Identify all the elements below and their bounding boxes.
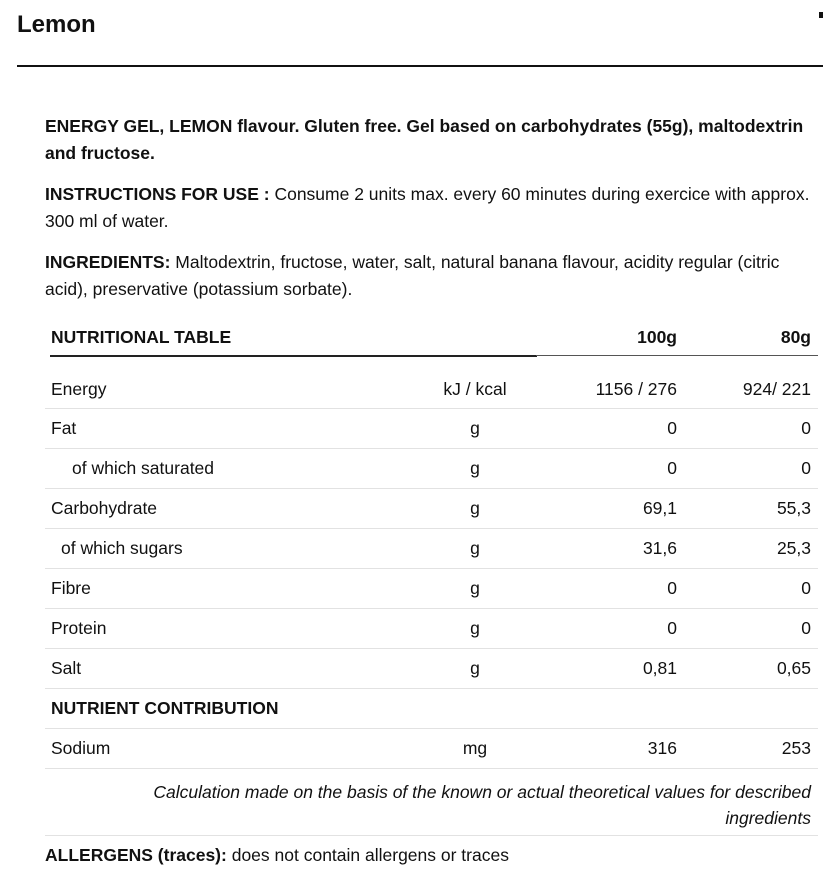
row-value-80g: 0	[801, 458, 811, 478]
row-value-80g: 924/ 221	[742, 379, 811, 399]
row-unit: g	[470, 578, 480, 598]
table-row	[45, 449, 818, 489]
table-row	[45, 357, 818, 409]
row-name: Protein	[51, 618, 107, 638]
row-name: of which saturated	[72, 458, 215, 478]
ingredients	[45, 249, 820, 303]
calculation-note: Calculation made on the basis of the known or actual theoretical values for described ingredients	[153, 782, 811, 828]
instructions-label: INSTRUCTIONS FOR USE :	[45, 184, 270, 204]
product-info	[45, 113, 820, 303]
table-row	[45, 569, 818, 609]
row-name: Carbohydrate	[51, 498, 158, 518]
row-value-100g: 0	[667, 618, 677, 638]
row-value-80g: 0	[801, 418, 811, 438]
row-value-100g: 0	[667, 578, 677, 598]
table-row	[45, 649, 818, 689]
row-value-80g: 0	[801, 578, 811, 598]
page-header	[17, 0, 823, 67]
row-value-80g: 25,3	[776, 538, 811, 558]
table-title: NUTRITIONAL TABLE	[51, 327, 232, 347]
row-value-100g: 316	[647, 738, 677, 758]
row-unit: g	[470, 618, 480, 638]
row-value-100g: 1156 / 276	[595, 379, 677, 399]
nutrient-contribution-header	[45, 689, 818, 729]
section-subheader: NUTRIENT CONTRIBUTION	[51, 698, 279, 718]
row-unit: mg	[462, 738, 488, 758]
row-name: Fat	[51, 418, 77, 438]
row-value-100g: 31,6	[642, 538, 677, 558]
row-unit: g	[470, 658, 480, 678]
page-title: Lemon	[17, 11, 96, 38]
ingredients-text: Maltodextrin, fructose, water, salt, natural banana flavour, acidity regular (citric acid), preservative (potassium sorbate).	[45, 252, 780, 299]
instructions	[45, 181, 820, 235]
row-name: Fibre	[51, 578, 91, 598]
row-name: Energy	[51, 379, 107, 399]
row-value-100g: 0	[667, 458, 677, 478]
instructions-text: Consume 2 units max. every 60 minutes during exercice with approx. 300 ml of water.	[45, 184, 810, 231]
row-name: of which sugars	[61, 538, 183, 558]
header-rule-right	[536, 355, 818, 356]
row-name: Salt	[51, 658, 82, 678]
ingredients-label: INGREDIENTS:	[45, 252, 171, 272]
table-row	[45, 409, 818, 449]
col-header-100g: 100g	[637, 327, 677, 347]
row-value-80g: 0,65	[776, 658, 811, 678]
row-unit: g	[470, 498, 480, 518]
calculation-note-row	[45, 769, 818, 836]
row-unit: g	[470, 418, 480, 438]
row-name: Sodium	[51, 738, 111, 758]
menu-icon[interactable]	[819, 12, 823, 18]
table-row	[45, 489, 818, 529]
table-row	[45, 529, 818, 569]
row-value-100g: 0,81	[642, 658, 677, 678]
row-unit: g	[470, 538, 480, 558]
row-value-100g: 69,1	[642, 498, 677, 518]
col-header-80g: 80g	[780, 327, 811, 347]
row-value-100g: 0	[667, 418, 677, 438]
row-unit: g	[470, 458, 480, 478]
allergens	[45, 842, 509, 869]
allergens-label: ALLERGENS (traces):	[45, 845, 227, 865]
row-unit: kJ / kcal	[443, 379, 507, 399]
nutrition-table	[45, 320, 818, 836]
row-value-80g: 253	[781, 738, 811, 758]
table-header	[45, 320, 818, 357]
table-row	[45, 609, 818, 649]
row-value-80g: 55,3	[776, 498, 811, 518]
table-row	[45, 729, 818, 769]
product-description: ENERGY GEL, LEMON flavour. Gluten free. Gel based on carbohydrates (55g), maltodextrin and fructose.	[45, 116, 804, 163]
allergens-text: does not contain allergens or traces	[226, 845, 509, 865]
row-value-80g: 0	[801, 618, 811, 638]
